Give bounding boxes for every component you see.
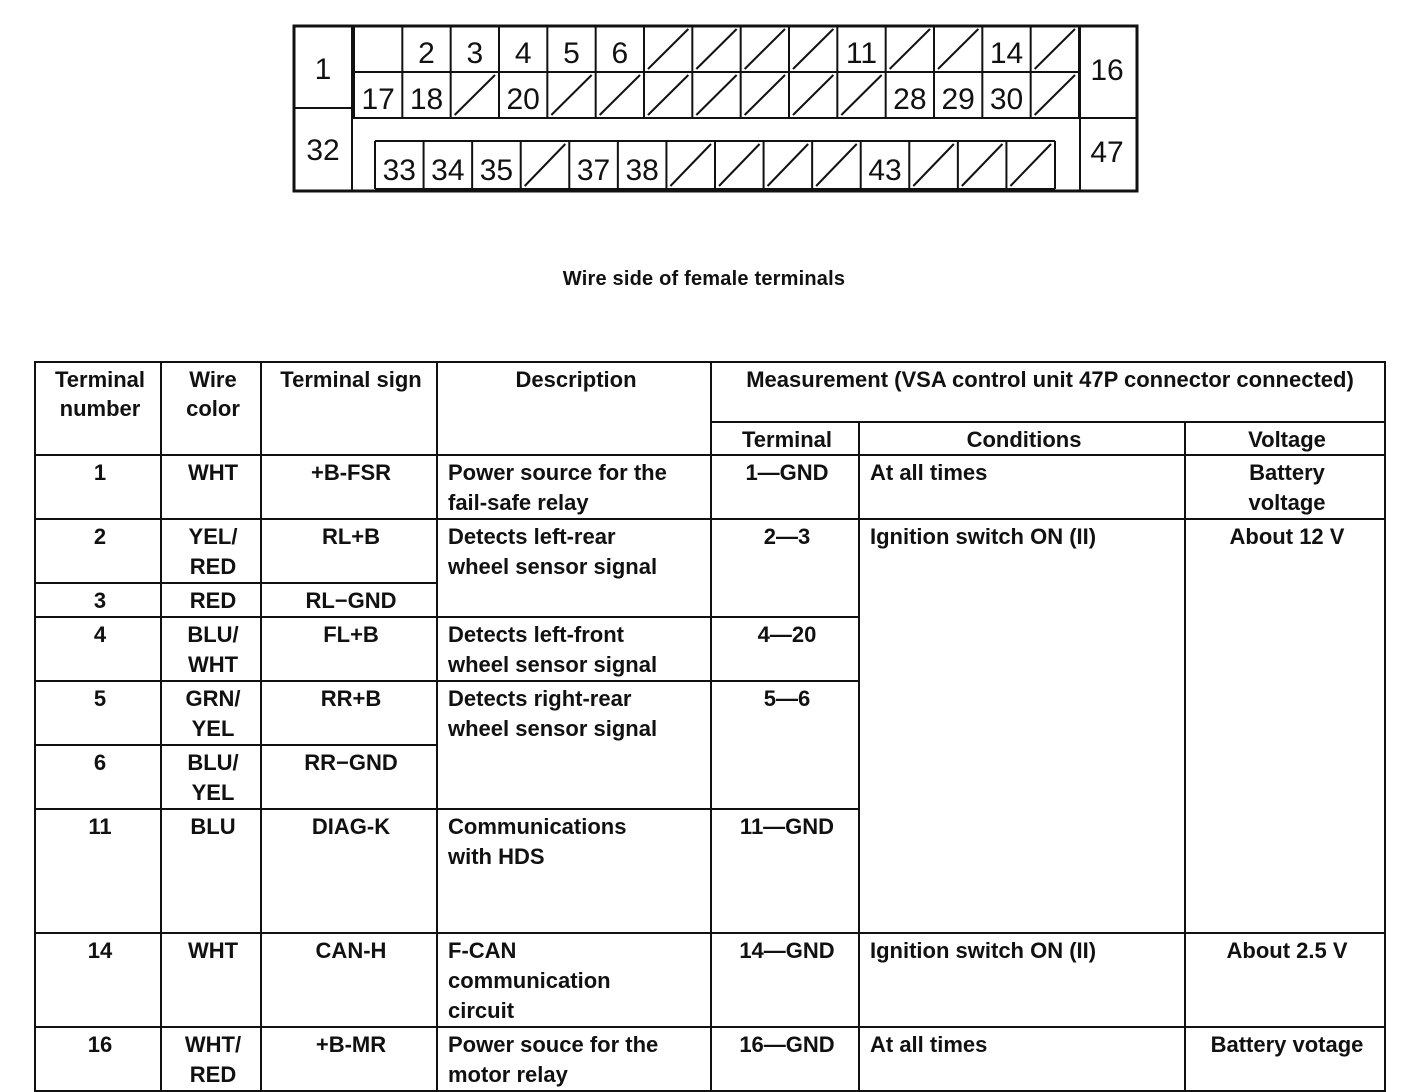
- terminal-label: 2: [418, 37, 435, 70]
- terminal-sign: CAN-H: [261, 933, 437, 1027]
- conditions: At all times: [859, 455, 1185, 519]
- unused-cavity: [745, 29, 785, 69]
- description: Power souce for the motor relay: [437, 1027, 711, 1091]
- header-terminal-number: Terminal number: [35, 362, 161, 455]
- terminal-sign: RL−GND: [261, 583, 437, 617]
- unused-cavity: [938, 29, 978, 69]
- terminal-sign: RL+B: [261, 519, 437, 583]
- terminal-sign: DIAG-K: [261, 809, 437, 933]
- terminal-label: 17: [361, 83, 395, 116]
- wire-color: BLU/ YEL: [161, 745, 261, 809]
- terminal-label: 29: [941, 83, 975, 116]
- terminal-label: 5: [563, 37, 580, 70]
- terminal-number: 4: [35, 617, 161, 681]
- terminal-label: 30: [989, 83, 1024, 116]
- terminal-label: 11: [845, 37, 878, 70]
- description: Detects right-rear wheel sensor signal: [437, 681, 711, 809]
- unused-cavity: [793, 75, 833, 115]
- header-terminal-sign: Terminal sign: [261, 362, 437, 455]
- terminal-sign: RR−GND: [261, 745, 437, 809]
- unused-cavity: [1010, 144, 1051, 186]
- unused-cavity: [696, 75, 736, 115]
- terminal-label: 14: [989, 37, 1024, 70]
- terminal-label: 1: [314, 53, 332, 86]
- terminal-label: 34: [431, 154, 465, 187]
- header-description: Description: [437, 362, 711, 455]
- measure-terminal: 14—GND: [711, 933, 859, 1027]
- unused-cavity: [1035, 75, 1075, 115]
- unused-cavity: [1035, 29, 1075, 69]
- wire-color: WHT/ RED: [161, 1027, 261, 1091]
- table-row: [35, 933, 1385, 1027]
- table-row: [35, 455, 1385, 519]
- unused-cavity: [551, 75, 591, 115]
- description: Communications with HDS: [437, 809, 711, 933]
- voltage: Battery votage: [1185, 1027, 1385, 1091]
- terminal-label: 43: [868, 154, 902, 187]
- terminal-number: 14: [35, 933, 161, 1027]
- terminal-number: 1: [35, 455, 161, 519]
- header-voltage: Voltage: [1185, 422, 1385, 455]
- terminal-number: 2: [35, 519, 161, 583]
- unused-cavity: [719, 144, 760, 186]
- terminal-label: 32: [306, 134, 340, 167]
- unused-cavity: [890, 29, 930, 69]
- wire-color: BLU: [161, 809, 261, 933]
- terminal-label: 16: [1090, 54, 1124, 87]
- unused-cavity: [793, 29, 833, 69]
- description: F-CAN communication circuit: [437, 933, 711, 1027]
- unused-cavity: [816, 144, 857, 186]
- header-terminal: Terminal: [711, 422, 859, 455]
- terminal-table: [34, 361, 1386, 1092]
- terminal-label: 4: [514, 37, 532, 70]
- table-row: [35, 1027, 1385, 1091]
- terminal-label: 33: [382, 154, 416, 187]
- measure-terminal: 5—6: [711, 681, 859, 809]
- terminal-label: 37: [576, 154, 611, 187]
- voltage: About 2.5 V: [1185, 933, 1385, 1027]
- table-row: [35, 519, 1385, 583]
- measure-terminal: 16—GND: [711, 1027, 859, 1091]
- measure-terminal: 11—GND: [711, 809, 859, 933]
- wire-color: GRN/ YEL: [161, 681, 261, 745]
- voltage: Battery voltage: [1185, 455, 1385, 519]
- terminal-label: 35: [479, 154, 514, 187]
- unused-cavity: [648, 29, 688, 69]
- terminal-label: 28: [893, 83, 927, 116]
- unused-cavity: [670, 144, 711, 186]
- terminal-sign: FL+B: [261, 617, 437, 681]
- wire-color: YEL/ RED: [161, 519, 261, 583]
- terminal-label: 47: [1090, 136, 1124, 169]
- unused-cavity: [913, 144, 954, 186]
- terminal-label: 38: [625, 154, 659, 187]
- conditions: At all times: [859, 1027, 1185, 1091]
- terminal-sign: RR+B: [261, 681, 437, 745]
- terminal-label: 3: [466, 37, 484, 70]
- measure-terminal: 2—3: [711, 519, 859, 617]
- voltage: About 12 V: [1185, 519, 1385, 933]
- unused-cavity: [455, 75, 495, 115]
- terminal-number: 3: [35, 583, 161, 617]
- diagram-caption: Wire side of female terminals: [562, 268, 846, 290]
- unused-cavity: [525, 144, 566, 186]
- unused-cavity: [841, 75, 881, 115]
- description: Detects left-rear wheel sensor signal: [437, 519, 711, 617]
- description: Detects left-front wheel sensor signal: [437, 617, 711, 681]
- unused-cavity: [768, 144, 809, 186]
- terminal-label: 20: [506, 83, 540, 116]
- measure-terminal: 4—20: [711, 617, 859, 681]
- measure-terminal: 1—GND: [711, 455, 859, 519]
- conditions: Ignition switch ON (II): [859, 933, 1185, 1027]
- terminal-sign: +B-MR: [261, 1027, 437, 1091]
- wire-color: BLU/ WHT: [161, 617, 261, 681]
- terminal-number: 6: [35, 745, 161, 809]
- wire-color: RED: [161, 583, 261, 617]
- header-measurement: Measurement (VSA control unit 47P connector connected): [711, 362, 1385, 422]
- unused-cavity: [745, 75, 785, 115]
- terminal-label: 18: [409, 83, 444, 116]
- description: Power source for the fail-safe relay: [437, 455, 711, 519]
- terminal-number: 11: [35, 809, 161, 933]
- unused-cavity: [962, 144, 1003, 186]
- wire-color: WHT: [161, 455, 261, 519]
- unused-cavity: [648, 75, 688, 115]
- unused-cavity: [696, 29, 736, 69]
- header-wire-color: Wire color: [161, 362, 261, 455]
- terminal-sign: +B-FSR: [261, 455, 437, 519]
- terminal-number: 5: [35, 681, 161, 745]
- wire-color: WHT: [161, 933, 261, 1027]
- terminal-label: 6: [611, 37, 629, 70]
- terminal-number: 16: [35, 1027, 161, 1091]
- conditions: Ignition switch ON (II): [859, 519, 1185, 933]
- header-conditions: Conditions: [859, 422, 1185, 455]
- connector-diagram: [0, 0, 1408, 200]
- unused-cavity: [600, 75, 640, 115]
